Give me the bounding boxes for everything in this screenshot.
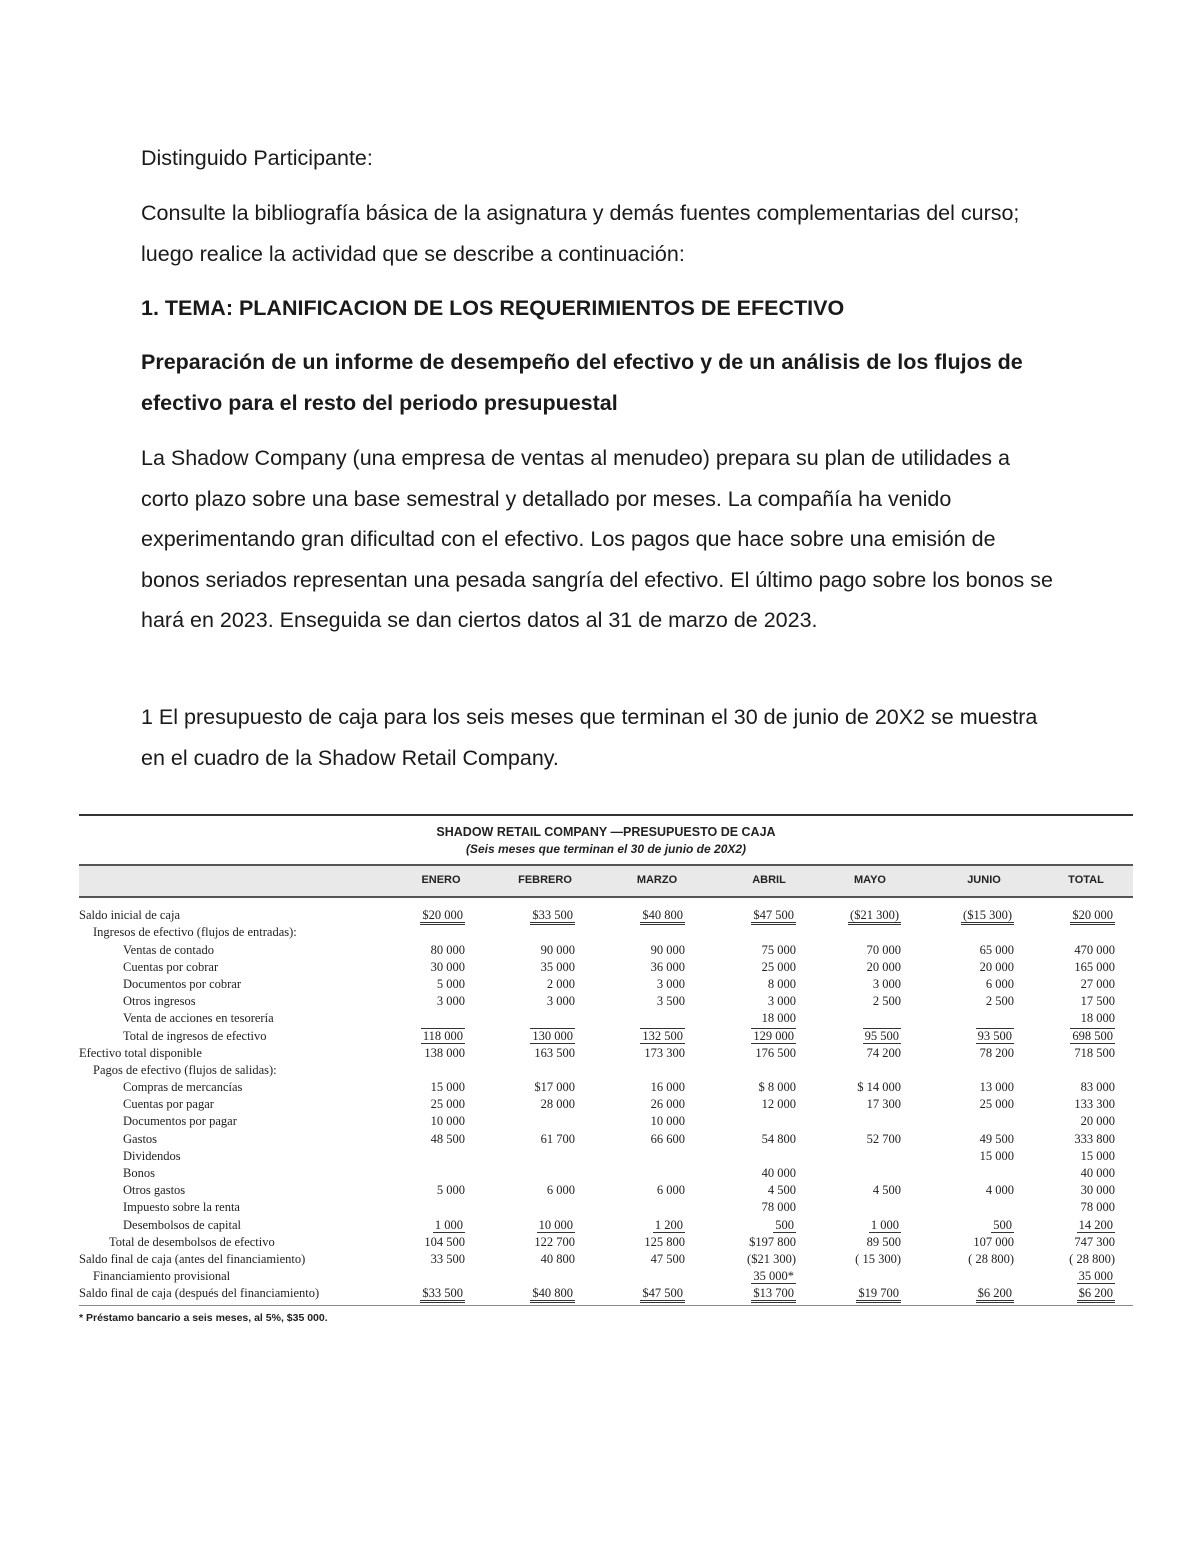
cash-budget-figure [79,814,1133,1324]
cell-mayo [796,1164,901,1181]
cell-enero: 25 000 [430,1097,465,1112]
row-padding [1115,1095,1133,1112]
point-paragraph: 1 El presupuesto de caja para los seis meses que terminan el 30 de junio de 20X2 se muestra en el cuadro de la Shadow Retail Company. [141,705,1038,770]
row-label: Otros gastos [123,1183,186,1198]
cell-febrero [465,1009,575,1026]
cell-abril: 500 [775,1217,794,1232]
cell-total: $20 000 [1014,906,1115,923]
row-padding [1115,1147,1133,1164]
row-padding [1115,1198,1133,1215]
row-padding [1115,940,1133,957]
cell-marzo: 6 000 [656,1183,685,1198]
cell-marzo: 125 800 [644,1234,685,1249]
cell-mayo [796,1147,901,1164]
cell-febrero: 2 000 [546,976,575,991]
cell-total: 133 300 [1074,1097,1115,1112]
cell-enero [399,1147,465,1164]
row-padding [1115,958,1133,975]
cell-marzo: 3 500 [656,994,685,1009]
row-padding [1115,1078,1133,1095]
table-row [79,1147,1133,1164]
row-label: Cuentas por pagar [123,1097,214,1112]
table-row [79,906,1133,923]
table-row [79,1061,1133,1078]
table-row [79,1233,1133,1250]
table-row [79,1215,1133,1232]
cell-enero: 5 000 [436,976,465,991]
cell-junio: 6 000 [985,976,1014,991]
row-label: Pagos de efectivo (flujos de salidas): [93,1062,277,1077]
cell-mayo: 89 500 [866,1234,901,1249]
cell-febrero: 3 000 [546,994,575,1009]
row-padding [1115,1164,1133,1181]
cell-enero: 3 000 [436,994,465,1009]
cell-total: 83 000 [1080,1080,1115,1095]
cell-abril: 129 000 [753,1028,794,1043]
cell-mayo [796,1009,901,1026]
cell-marzo [575,1198,685,1215]
cell-abril [685,1112,796,1129]
row-label: Documentos por cobrar [123,976,242,991]
table-row [79,923,1133,940]
cell-marzo [575,1147,685,1164]
cell-marzo: 66 600 [650,1131,685,1146]
table-row [79,975,1133,992]
row-padding [1115,1267,1133,1284]
row-padding [1115,1250,1133,1267]
cell-marzo [575,1164,685,1181]
cell-enero: 30 000 [430,959,465,974]
cell-febrero: $33 500 [465,906,575,923]
row-padding [1115,1044,1133,1061]
row-label: Saldo final de caja (antes del financiamiento) [79,1251,306,1266]
body-paragraph: La Shadow Company (una empresa de ventas al menudeo) prepara su plan de utilidades a corto plazo sobre una base semestral y detallado por meses. La compañía ha venido experimentando gran dificultad con el efectivo. Los pagos que hace sobre una emisión de bonos seriados representan una pesada sangría del efectivo. El último pago sobre los bonos se hará en 2023. Enseguida se dan ciertos datos al 31 de marzo de 2023. [141,446,1053,632]
table-row [79,1026,1133,1043]
cell-mayo: ( 15 300) [855,1251,901,1266]
cell-febrero: 90 000 [540,942,575,957]
row-padding [1115,1129,1133,1146]
cell-mayo: 1 000 [870,1217,899,1232]
cell-febrero [465,1198,575,1215]
row-label: Financiamiento provisional [93,1269,231,1284]
row-label: Bonos [123,1166,155,1180]
cell-febrero [465,1147,575,1164]
header-marzo: MARZO [636,874,678,886]
row-padding [1115,906,1133,923]
cell-total: 30 000 [1080,1183,1115,1198]
cell-junio: $6 200 [901,1284,1014,1301]
cell-marzo [575,1009,685,1026]
cell-abril: 54 800 [761,1131,796,1146]
row-padding [1115,1026,1133,1043]
row-padding [1115,1061,1133,1078]
cell-febrero: 35 000 [540,959,575,974]
cell-marzo: $40 800 [575,906,685,923]
cell-total: 27 000 [1080,976,1115,991]
row-label: Otros ingresos [123,994,196,1009]
table-row [79,1044,1133,1061]
cell-junio: 4 000 [985,1183,1014,1198]
cell-total: 15 000 [1080,1148,1115,1163]
cell-mayo [796,1061,901,1078]
greeting: Distinguido Participante: [141,146,373,170]
cell-junio: 78 200 [979,1045,1014,1060]
cell-febrero [465,1112,575,1129]
cell-mayo: $19 700 [796,1284,901,1301]
cell-febrero: 163 500 [534,1045,575,1060]
cell-febrero: 61 700 [540,1131,575,1146]
cell-mayo: 4 500 [872,1183,901,1198]
row-padding [1115,1112,1133,1129]
cell-febrero: 10 000 [538,1217,573,1232]
cell-total: 165 000 [1074,959,1115,974]
cell-marzo [575,1061,685,1078]
row-padding [1115,1233,1133,1250]
cell-mayo: 20 000 [866,959,901,974]
cell-abril [685,1147,796,1164]
cell-mayo [796,1267,901,1284]
row-padding [1115,975,1133,992]
cell-abril: 4 500 [767,1183,796,1198]
cell-febrero [465,1267,575,1284]
cell-febrero [465,1164,575,1181]
cell-junio: ($15 300) [901,906,1014,923]
row-label: Impuesto sobre la renta [123,1200,240,1215]
cell-abril: $13 700 [685,1284,796,1301]
row-label: Total de desembolsos de efectivo [109,1234,275,1249]
cell-enero: 33 500 [430,1251,465,1266]
cell-abril [685,1061,796,1078]
cell-abril: 8 000 [767,976,796,991]
cell-mayo [796,1112,901,1129]
cell-total [1014,923,1115,940]
header-total: TOTAL [1068,874,1104,886]
cell-total: 35 000 [1078,1269,1113,1284]
table-row [79,1198,1133,1215]
cell-total: 18 000 [1080,1011,1115,1026]
cell-abril: $47 500 [685,906,796,923]
row-label: Ventas de contado [123,942,214,957]
cell-enero [399,1164,465,1181]
cell-marzo [575,923,685,940]
cell-marzo: 10 000 [650,1114,685,1129]
header-febrero: FEBRERO [518,874,572,886]
cell-junio: 65 000 [979,942,1014,957]
cell-total: 698 500 [1072,1028,1113,1043]
cell-junio: 93 500 [977,1028,1012,1043]
cell-enero: $33 500 [399,1284,465,1301]
cell-abril [685,923,796,940]
cell-abril: ($21 300) [747,1251,796,1266]
cell-enero [399,1061,465,1078]
top-rule [79,814,1133,816]
cell-febrero: 122 700 [534,1234,575,1249]
cell-junio: 25 000 [979,1097,1014,1112]
row-label: Ingresos de efectivo (flujos de entradas): [93,925,297,940]
cell-febrero: 6 000 [546,1183,575,1198]
cell-junio: 20 000 [979,959,1014,974]
cell-abril: 75 000 [761,942,796,957]
table-row [79,1095,1133,1112]
cell-marzo: 1 200 [654,1217,683,1232]
cell-abril: 12 000 [761,1097,796,1112]
cell-junio [901,923,1014,940]
cell-marzo: 90 000 [650,942,685,957]
row-label: Dividendos [123,1148,181,1163]
cell-mayo [796,1198,901,1215]
cell-mayo: 70 000 [866,942,901,957]
row-padding [1115,1181,1133,1198]
cell-marzo: 132 500 [642,1028,683,1043]
cell-marzo: 36 000 [650,959,685,974]
cell-enero: 104 500 [424,1234,465,1249]
cell-junio [901,1061,1014,1078]
cell-junio: 15 000 [979,1148,1014,1163]
cell-total: ( 28 800) [1069,1251,1115,1266]
cell-enero: 10 000 [430,1114,465,1129]
row-label: Desembolsos de capital [123,1217,242,1232]
table-row [79,1164,1133,1181]
cell-enero [399,1267,465,1284]
row-label: Compras de mercancías [123,1080,243,1095]
intro-paragraph: Consulte la bibliografía básica de la asignatura y demás fuentes complementarias del curso; luego realice la actividad que se describe a continuación: [141,201,1020,266]
cell-enero [399,1009,465,1026]
cell-total: 470 000 [1074,942,1115,957]
cell-abril: 25 000 [761,959,796,974]
cell-marzo: 16 000 [650,1080,685,1095]
table-title: SHADOW RETAIL COMPANY —PRESUPUESTO DE CAJA [436,825,776,839]
row-padding [1115,1009,1133,1026]
cell-febrero: $40 800 [465,1284,575,1301]
cell-mayo: 74 200 [866,1045,901,1060]
cell-mayo: $ 14 000 [857,1080,901,1095]
table-row [79,1078,1133,1095]
cell-total [1014,1061,1115,1078]
bottom-rule [79,1305,1133,1306]
cell-mayo: 3 000 [872,976,901,991]
cell-enero: 118 000 [422,1028,463,1043]
cell-enero [399,923,465,940]
cell-febrero: 40 800 [540,1251,575,1266]
table-row [79,1250,1133,1267]
row-label: Documentos por pagar [123,1114,237,1129]
table-row [79,1267,1133,1284]
cell-marzo: 26 000 [650,1097,685,1112]
cell-enero: 1 000 [434,1217,463,1232]
cell-marzo [575,1267,685,1284]
row-label: Total de ingresos de efectivo [123,1028,267,1043]
table-row [79,1129,1133,1146]
cell-total: 40 000 [1080,1166,1115,1180]
cell-enero: $20 000 [399,906,465,923]
cell-marzo: 3 000 [656,976,685,991]
header-mayo: MAYO [854,874,886,886]
table-row [79,1284,1133,1301]
header-enero: ENERO [421,874,461,886]
cell-total: 17 500 [1080,994,1115,1009]
table-row [79,992,1133,1009]
cell-enero: 80 000 [430,942,465,957]
row-padding [1115,1215,1133,1232]
cell-mayo: 52 700 [866,1131,901,1146]
cell-abril: 3 000 [767,994,796,1009]
cell-junio: 13 000 [979,1080,1014,1095]
cell-febrero: 130 000 [532,1028,573,1043]
cell-total: 718 500 [1074,1045,1115,1060]
row-label: Efectivo total disponible [79,1045,202,1060]
table-row [79,940,1133,957]
cell-enero [399,1198,465,1215]
cell-junio: 107 000 [973,1234,1014,1249]
row-label: Saldo inicial de caja [79,908,181,923]
cell-mayo: ($21 300) [796,906,901,923]
table-row [79,958,1133,975]
table-subtitle: (Seis meses que terminan el 30 de junio de 20X2) [465,842,747,856]
cell-mayo: 95 500 [864,1028,899,1043]
cell-marzo: 47 500 [650,1251,685,1266]
cell-junio [901,1198,1014,1215]
row-label: Venta de acciones en tesorería [123,1011,274,1026]
budget-table [79,906,1133,1301]
cell-enero: 138 000 [424,1045,465,1060]
header-junio: JUNIO [967,874,1001,886]
table-footnote: * Préstamo bancario a seis meses, al 5%, $35 000. [79,1312,328,1325]
cell-abril: 40 000 [761,1166,796,1180]
cell-abril: 35 000* [753,1269,794,1284]
cell-junio [901,1112,1014,1129]
cell-marzo: 173 300 [644,1045,685,1060]
row-label: Cuentas por cobrar [123,959,219,974]
cell-enero: 15 000 [430,1080,465,1095]
table-row [79,1112,1133,1129]
cell-febrero [465,1061,575,1078]
cell-enero: 5 000 [436,1183,465,1198]
cell-total: 78 000 [1080,1200,1115,1215]
cell-junio: 2 500 [985,994,1014,1009]
cell-junio [901,1164,1014,1181]
cell-junio: ( 28 800) [968,1251,1014,1266]
table-header-band [79,864,1133,898]
table-row [79,1181,1133,1198]
cell-total: $6 200 [1014,1284,1115,1301]
cell-junio: 49 500 [979,1131,1014,1146]
cell-mayo [796,923,901,940]
table-row [79,1009,1133,1026]
cell-total: 747 300 [1074,1234,1115,1249]
cell-febrero [465,923,575,940]
row-label: Saldo final de caja (después del financiamiento) [79,1286,320,1301]
cell-junio [901,1267,1014,1284]
cell-abril: $ 8 000 [758,1080,796,1095]
cell-abril: 78 000 [761,1200,796,1215]
cell-abril: $197 800 [749,1234,796,1249]
section-subtitle: Preparación de un informe de desempeño del efectivo y de un análisis de los flujos de efectivo para el resto del periodo presupuestal [141,350,1023,415]
row-padding [1115,1284,1133,1301]
cell-mayo: 2 500 [872,994,901,1009]
cell-total: 14 200 [1078,1217,1113,1232]
cell-junio: 500 [993,1217,1012,1232]
cell-abril: 18 000 [761,1011,796,1026]
row-padding [1115,923,1133,940]
cell-marzo: $47 500 [575,1284,685,1301]
cell-abril: 176 500 [755,1045,796,1060]
cell-total: 333 800 [1074,1131,1115,1146]
cell-febrero: 28 000 [540,1097,575,1112]
cell-total: 20 000 [1080,1114,1115,1129]
row-padding [1115,992,1133,1009]
row-label: Gastos [123,1131,158,1146]
cell-febrero: $17 000 [534,1080,575,1095]
header-abril: ABRIL [752,874,786,886]
cell-mayo: 17 300 [866,1097,901,1112]
cell-junio [901,1009,1014,1026]
topic-heading: 1. TEMA: PLANIFICACION DE LOS REQUERIMIENTOS DE EFECTIVO [141,296,845,320]
cell-enero: 48 500 [430,1131,465,1146]
